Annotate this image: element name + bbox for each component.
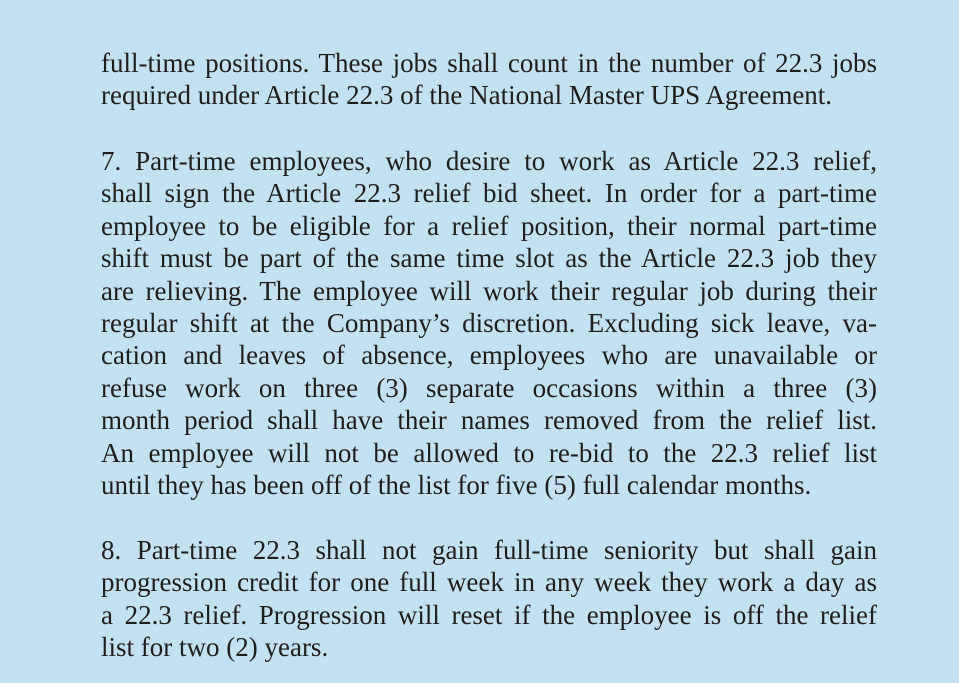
text-line: month period shall have their names removed from the relief list. — [101, 405, 877, 436]
text-line: full-time positions. These jobs shall count in the number of 22.3 jobs — [101, 48, 877, 78]
text-line: shall sign the Article 22.3 relief bid sheet. In order for a part-time — [101, 178, 877, 209]
text-line: required under Article 22.3 of the National Master UPS Agreement. — [101, 80, 833, 111]
text-line: regular shift at the Company’s discretion. Excluding sick leave, va- — [101, 308, 877, 339]
text-line: An employee will not be allowed to re-bid to the 22.3 relief list — [101, 437, 877, 468]
text-line: list for two (2) years. — [101, 632, 329, 663]
paragraph-continuation — [101, 47, 877, 112]
text-line: refuse work on three (3) separate occasions within a three (3) — [101, 372, 877, 403]
text-line: a 22.3 relief. Progression will reset if the employee is off the relief — [101, 599, 877, 630]
text-line: progression credit for one full week in any week they work a day as — [101, 567, 877, 598]
text-line: are relieving. The employee will work their regular job during their — [101, 275, 877, 306]
text-line: 8. Part-time 22.3 shall not gain full-time seniority but shall gain — [101, 535, 877, 565]
text-line: employee to be eligible for a relief position, their normal part-time — [101, 210, 877, 241]
paragraph-item-8 — [101, 534, 877, 664]
paragraph-item-7 — [101, 145, 877, 501]
text-line: until they has been off of the list for five (5) full calendar months. — [101, 470, 812, 501]
text-line: shift must be part of the same time slot as the Article 22.3 job they — [101, 243, 877, 274]
text-line: cation and leaves of absence, employees who are unavailable or — [101, 340, 877, 371]
text-line: 7. Part-time employees, who desire to work as Article 22.3 relief, — [101, 146, 877, 176]
